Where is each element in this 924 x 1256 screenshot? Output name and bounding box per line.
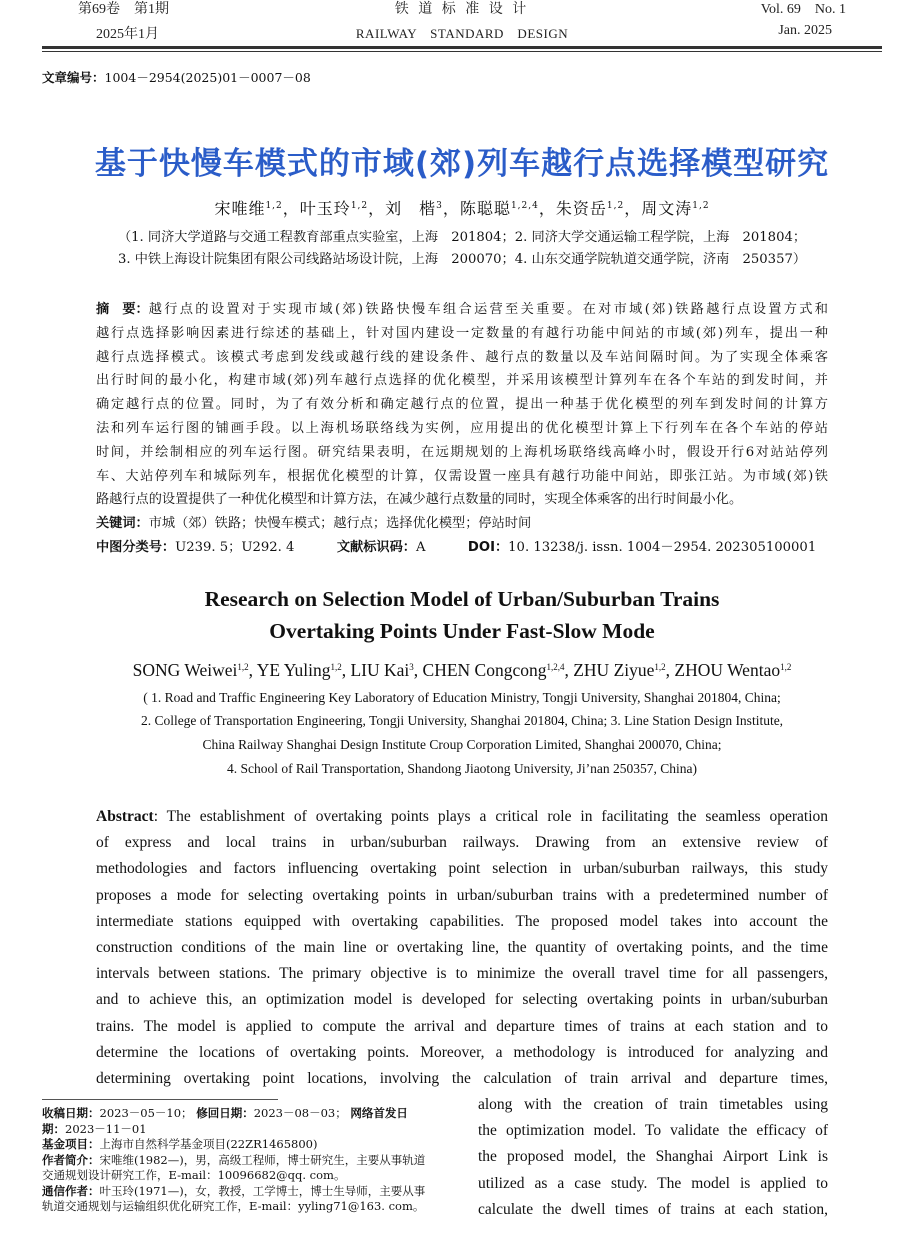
footnote-corresponding [42,1184,427,1215]
abstract-en-text: : The establishment of overtaking points plays a critical role in facilitating the seamless operation [153,808,828,825]
revised-value: 2023－08－03； [253,1106,347,1120]
author-name: 周文涛 [641,199,693,218]
abstract-cn-line: 时间，并绘制相应的列车运行图。研究结果表明，在远期规划的上海机场联络线高峰小时，假设开行6对站站停列 [96,444,828,460]
abstract-cn-line: 车、大站停列车和城际列车，根据优化模型的计算，仅需设置一座具有越行功能中间站，即张江站。为市域(郊)铁 [96,468,828,484]
footnote-rule [42,1099,278,1100]
affiliation-cn-2: 3. 中铁上海设计院集团有限公司线路站场设计院，上海 200070；4. 山东交通学院轨道交通学院，济南 250357） [117,252,807,267]
author-affiliation-sup: 1,2 [265,201,283,211]
author-affiliation-sup: 3 [436,201,443,211]
abstract-en-label: Abstract [96,808,154,825]
journal-name-cn: 铁 道 标 准 设 计 [394,2,530,17]
author-name: 朱资岳 [555,199,607,218]
author-name: 叶玉玲 [299,199,351,218]
abstract-en-line: of express and local trains in urban/suburban railways. Drawing from an extensive review of [96,834,828,852]
keywords-cn [96,512,531,531]
title-en-2: Overtaking Points Under Fast-Slow Mode [269,619,655,643]
separator: ， [442,199,460,218]
author-affiliation-sup: 1,2 [350,201,369,211]
abstract-en-line: construction conditions of the main line or overtaking line, the quantity of overtaking points, and the time [96,939,828,956]
online-value: 2023－11－01 [65,1121,147,1136]
fund-label: 基金项目： [42,1137,100,1151]
abstract-cn-line: 出行时间的最小化，构建市域(郊)列车越行点选择的优化模型，并采用该模型计算列车在各个车站的到发时间，并 [96,373,828,389]
revised-label: 修回日期： [196,1106,254,1120]
affiliation-en-4: 4. School of Rail Transportation, Shandong Jiaotong University, Ji’nan 250357, China) [226,761,698,776]
author-affiliation-sup: 1,2 [330,662,342,672]
footnote-dates [42,1106,427,1137]
author-affiliation-sup: 1,2 [780,662,792,672]
abstract-cn-line: 越行点选择模式。该模式考虑到发线或越行线的建设条件、越行点的数量以及车站间隔时间。为了实现全体乘客 [96,349,828,365]
received-value: 2023－05－10； [99,1106,193,1120]
footnotes [42,1106,427,1215]
abstract-en-line: calculate the dwell times of trains at each station, [478,1200,828,1218]
abstract-en-line: methodologies and factors influencing overtaking point selection in urban/suburban railways, this study [96,860,828,878]
author-name: 陈聪聪 [459,199,511,218]
authors-cn [0,196,924,219]
affiliation-cn-1: （1. 同济大学道路与交通工程教育部重点实验室，上海 201804；2. 同济大学交通运输工程学院，上海 201804； [117,230,807,245]
affiliation-en-3: China Railway Shanghai Design Institute Croup Corporation Limited, Shanghai 200070, China; [202,737,722,752]
author-bio-label: 作者简介： [42,1152,100,1167]
separator: ， [368,199,386,218]
doc-code-value: A [415,540,426,555]
author-name: YE Yuling [256,660,331,680]
abstract-en-line: intermediate stations equipped with overtaking capabilities. The proposed model takes into account the [96,912,828,930]
author-name: ZHOU Wentao [674,660,781,680]
author-name: ZHU Ziyue [573,660,655,680]
separator: , [413,660,423,680]
separator: ， [624,199,642,218]
author-affiliation-sup: 1,2 [692,201,710,211]
journal-name-en: RAILWAY STANDARD DESIGN [355,26,569,41]
article-number [42,68,311,86]
author-affiliation-sup: 1,2,4 [510,201,539,211]
date-cn: 2025年1月 [96,27,159,42]
author-name: SONG Weiwei [132,660,238,680]
article-number-label: 文章编号： [42,70,105,85]
affiliation-en-2: 2. College of Transportation Engineering, Tongji University, Shanghai 201804, China; 3. Line Station Design Institute, [140,713,784,728]
author-name: LIU Kai [350,660,410,680]
abstract-cn-text: 越行点的设置对于实现市域(郊)铁路快慢车组合运营至关重要。在对市域(郊)铁路越行点设置方式和 [148,302,828,317]
corresponding-value: 叶玉玲(1971—)，女，教授，工学博士，博士生导师，主要从事轨道交通规划与运输组织优化研究工作，E-mail：yyling71@163. com。 [42,1183,426,1213]
article-number-value: 1004－2954(2025)01－0007－08 [104,70,311,85]
abstract-en-line: proposes a mode for selecting overtaking points in urban/suburban trains with a predetermined number of [96,886,828,904]
separator: , [665,660,675,680]
separator: , [564,660,574,680]
abstract-cn-line [96,298,828,317]
doi-label: DOI： [467,540,509,555]
online-label: 网络首发日期： [42,1106,408,1136]
corresponding-label: 通信作者： [42,1183,100,1198]
fund-value: 上海市自然科学基金项目(22ZR1465800) [99,1137,318,1151]
classification [96,536,816,555]
affiliation-en-1: ( 1. Road and Traffic Engineering Key Laboratory of Education Ministry, Tongji University, Shanghai 201804, China; [143,690,781,705]
abstract-en-line [96,808,828,826]
abstract-cn-line: 法和列车运行图的铺画手段。以上海机场联络线为实例，应用提出的优化模型计算上下行列车在各个车站的停站 [96,421,828,436]
keywords-label: 关键词： [96,516,149,531]
header-rule [42,46,882,49]
abstract-en-line: the proposed model, the Shanghai Airport Link is [478,1148,828,1166]
author-affiliation-sup: 1,2 [237,662,249,672]
author-name: 刘 楷 [385,199,437,218]
date-en: Jan. 2025 [778,23,832,38]
abstract-cn-line: 确定越行点的位置。同时，为了有效分析和确定越行点的位置，提出一种基于优化模型的列车到发时间的计算方 [96,397,828,413]
separator: ， [282,199,300,218]
clc-label: 中图分类号： [96,540,176,555]
footnote-author [42,1153,427,1184]
title-en-1: Research on Selection Model of Urban/Suburban Trains [204,587,720,611]
author-affiliation-sup: 1,2 [606,201,625,211]
abstract-en-line: trains. The model is applied to compute the arrival and departure times of trains at each station and to [96,1017,828,1035]
separator: , [248,660,257,680]
author-name: 宋唯维 [214,199,266,218]
abstract-en-line: determining overtaking point locations, involving the calculation of train arrival and departure times, [96,1070,828,1087]
keywords-value: 市城（郊）铁路；快慢车模式；越行点；选择优化模型；停站时间 [148,516,532,531]
authors-en [0,660,924,681]
abstract-cn-line: 越行点选择影响因素进行综述的基础上，针对国内建设一定数量的有越行功能中间站的市域(郊)列车，提出一种 [96,325,828,341]
author-affiliation-sup: 3 [409,662,414,672]
doi-value: 10. 13238/j. issn. 1004－2954. 202305100001 [508,540,817,555]
abstract-en-line: utilized as a case study. The model is applied to [478,1174,828,1192]
author-affiliation-sup: 1,2 [654,662,666,672]
abstract-en-line: along with the creation of train timetables using [478,1096,828,1113]
separator: ， [538,199,556,218]
doc-code-label: 文献标识码： [336,540,416,555]
title-cn: 基于快慢车模式的市域(郊)列车越行点选择模型研究 [94,146,830,182]
volume-en: Vol. 69 No. 1 [760,2,846,17]
abstract-en-line: intervals between stations. The primary objective is to minimize the overall travel time for all passengers, [96,965,828,983]
abstract-en-line: the optimization model. To validate the efficacy of [478,1122,828,1140]
clc-value: U239. 5；U292. 4 [175,540,295,555]
author-name: CHEN Congcong [422,660,547,680]
abstract-cn-line: 路越行点的设置提供了一种优化模型和计算方法，在减少越行点数量的同时，实现全体乘客的出行时间最小化。 [96,492,743,508]
abstract-en-line: and to achieve this, an optimization model is developed for selecting overtaking points in urban/suburban [96,991,828,1009]
header-rule-thin [42,51,882,52]
author-affiliation-sup: 1,2,4 [546,662,565,672]
author-bio-value: 宋唯维(1982—)，男，高级工程师，博士研究生，主要从事轨道交通规划设计研究工作，E-mail：10096682@qq. com。 [42,1152,426,1182]
volume-cn: 第69卷 第1期 [78,2,169,17]
footnote-fund [42,1137,427,1153]
abstract-en-line: determine the locations of overtaking points. Moreover, a methodology is introduced for analyzing and [96,1043,828,1061]
abstract-cn-label: 摘 要： [96,302,149,317]
separator: , [341,660,351,680]
received-label: 收稿日期： [42,1106,100,1120]
